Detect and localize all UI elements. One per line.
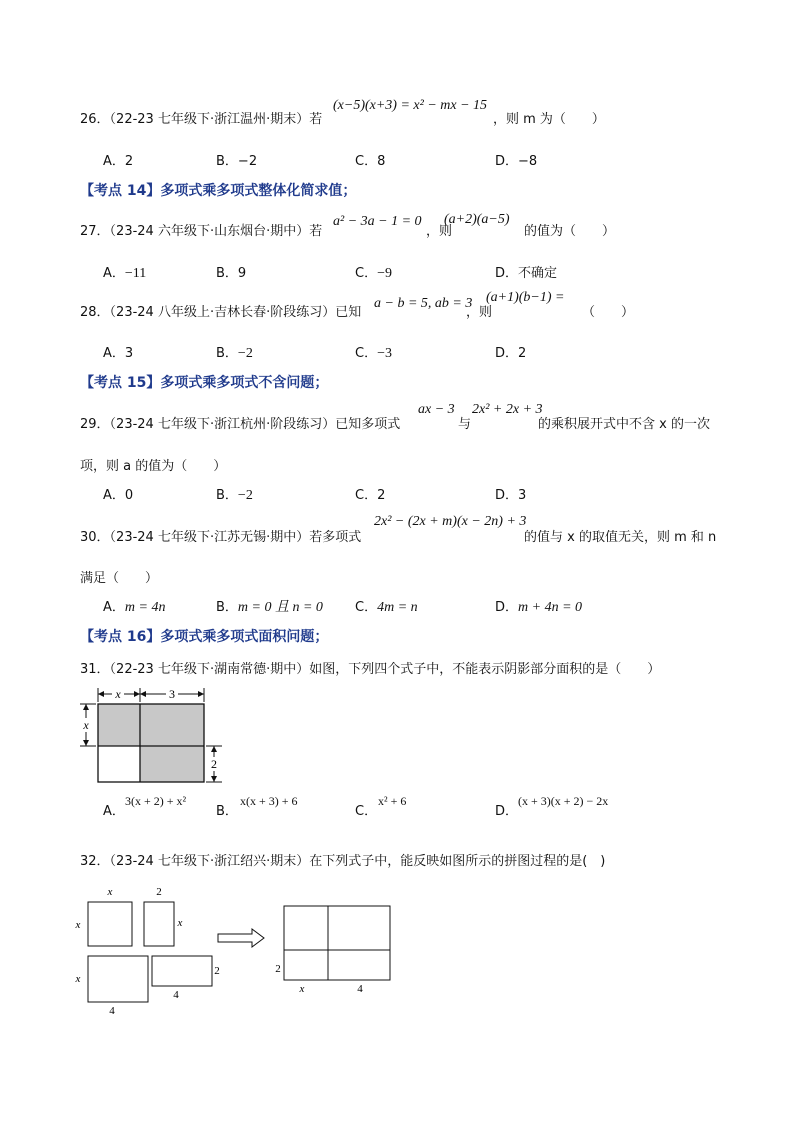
q30-source: （23-24 七年级下·江苏无锡·期中）若多项式: [109, 530, 362, 545]
q31-shade-bottom: [140, 746, 204, 782]
arrow-right-icon: [218, 929, 264, 947]
q26-option-a[interactable]: A．2: [103, 154, 134, 169]
q32-combined-rect: [284, 906, 390, 980]
q26-source: （22-23 七年级下·浙江温州·期末）若: [109, 112, 323, 127]
svg-text:2: 2: [275, 963, 281, 975]
q32-rect-42: [152, 956, 212, 986]
q28-option-b[interactable]: B．−2: [216, 346, 253, 361]
q27-option-b[interactable]: B．9: [216, 266, 247, 281]
svg-text:2: 2: [214, 965, 220, 977]
q29-expression-1: ax − 3: [418, 402, 455, 417]
q27-option-c[interactable]: C．−9: [355, 266, 392, 281]
q30-option-a[interactable]: A．m = 4n: [103, 600, 166, 615]
q31-label-left-x: x: [83, 718, 89, 732]
q29-option-b[interactable]: B．−2: [216, 488, 253, 503]
q27-expression-2: (a+2)(a−5): [444, 212, 510, 227]
q30-tail: 的值与 x 的取值无关，则 m 和 n: [524, 530, 717, 545]
q31-shade-top: [98, 704, 204, 746]
q31-option-b[interactable]: B．: [216, 804, 238, 819]
q29-source: （23-24 七年级下·浙江杭州·阶段练习）已知多项式: [109, 417, 401, 432]
section-heading-15: 【考点 15】多项式乘多项式不含问题；: [80, 375, 329, 391]
q32-text: （23-24 七年级下·浙江绍兴·期末）在下列式子中，能反映如图所示的拼图过程的是( ): [109, 854, 606, 869]
svg-text:x: x: [177, 917, 183, 929]
svg-text:4: 4: [109, 1005, 115, 1017]
svg-text:2: 2: [156, 886, 162, 898]
q31-text: （22-23 七年级下·湖南常德·期中）如图，下列四个式子中，不能表示阴影部分面积的是（ ）: [109, 662, 661, 677]
q27-source: （23-24 六年级下·山东烟台·期中）若: [109, 224, 323, 239]
q28-expression-2: (a+1)(b−1) =: [486, 290, 565, 305]
q27-option-d[interactable]: D．不确定: [495, 266, 558, 281]
q29-line-2: 项，则 a 的值为（ ）: [80, 459, 227, 474]
section-heading-14: 【考点 14】多项式乘多项式整体化简求值；: [80, 183, 357, 199]
q27-expression-1: a² − 3a − 1 = 0: [333, 214, 422, 229]
q31-option-a[interactable]: A．: [103, 804, 125, 819]
q31-line: [80, 658, 660, 677]
q32-number: 32．: [80, 854, 110, 869]
q27-mid: ，则: [426, 224, 453, 239]
q31-option-a-expr: 3(x + 2) + x²: [125, 794, 187, 808]
q32-square-x: [88, 902, 132, 946]
q29-tail: 的乘积展开式中不含 x 的一次: [538, 417, 710, 432]
q31-label-top-x: x: [115, 687, 121, 701]
section-heading-16: 【考点 16】多项式乘多项式面积问题；: [80, 629, 329, 645]
q30-expression: 2x² − (2x + m)(x − 2n) + 3: [374, 514, 527, 529]
q29-option-c[interactable]: C．2: [355, 488, 386, 503]
svg-text:x: x: [299, 983, 305, 995]
q28-source: （23-24 八年级上·吉林长春·阶段练习）已知: [109, 305, 362, 320]
q31-option-b-expr: x(x + 3) + 6: [240, 794, 298, 808]
q28-line: [80, 301, 361, 320]
q31-option-d[interactable]: D．: [495, 804, 519, 819]
q31-label-right-2: 2: [211, 757, 217, 771]
svg-text:4: 4: [173, 989, 179, 1001]
q27-tail: 的值为（ ）: [524, 224, 616, 239]
q29-option-d[interactable]: D．3: [495, 488, 527, 503]
svg-text:x: x: [75, 973, 81, 985]
q28-mid: ，则: [466, 305, 493, 320]
q30-line-2: 满足（ ）: [80, 571, 159, 586]
q28-tail: （ ）: [582, 305, 635, 320]
q29-mid: 与: [458, 417, 472, 432]
q27-line: [80, 220, 322, 239]
q31-option-c-expr: x² + 6: [378, 794, 407, 808]
q31-figure: [76, 684, 226, 788]
q26-option-b[interactable]: B．−2: [216, 154, 258, 169]
q30-option-c[interactable]: C．4m = n: [355, 600, 418, 615]
q27-option-a[interactable]: A．−11: [103, 266, 147, 281]
q32-rect-x4: [88, 956, 148, 1002]
q31-number: 31．: [80, 662, 110, 677]
q29-option-a[interactable]: A．0: [103, 488, 134, 503]
q30-option-d[interactable]: D．m + 4n = 0: [495, 600, 583, 615]
svg-text:x: x: [75, 919, 81, 931]
svg-text:x: x: [107, 886, 113, 898]
q28-option-d[interactable]: D．2: [495, 346, 527, 361]
q28-expression-1: a − b = 5, ab = 3: [374, 296, 473, 311]
q30-line-1: [80, 526, 361, 545]
q26-expression: (x−5)(x+3) = x² − mx − 15: [333, 98, 488, 113]
q31-label-top-3: 3: [169, 687, 175, 701]
q26-option-c[interactable]: C．8: [355, 154, 386, 169]
q29-line-1: [80, 413, 400, 432]
q28-number: 28．: [80, 305, 110, 320]
q26-line: [80, 108, 322, 127]
q27-number: 27．: [80, 224, 110, 239]
q32-line: [80, 850, 605, 869]
q30-number: 30．: [80, 530, 110, 545]
q31-option-c[interactable]: C．: [355, 804, 378, 819]
q26-tail: ，则 m 为（ ）: [493, 112, 605, 127]
q29-expression-2: 2x² + 2x + 3: [472, 402, 543, 417]
q32-rect-2x: [144, 902, 174, 946]
svg-text:4: 4: [357, 983, 363, 995]
q28-option-a[interactable]: A．3: [103, 346, 134, 361]
q30-option-b[interactable]: B．m = 0 且 n = 0: [216, 600, 323, 615]
q26-option-d[interactable]: D．−8: [495, 154, 538, 169]
q29-number: 29．: [80, 417, 110, 432]
q28-option-c[interactable]: C．−3: [355, 346, 392, 361]
q26-number: 26．: [80, 112, 110, 127]
q31-option-d-expr: (x + 3)(x + 2) − 2x: [518, 794, 609, 808]
q32-figure: [72, 880, 402, 1020]
